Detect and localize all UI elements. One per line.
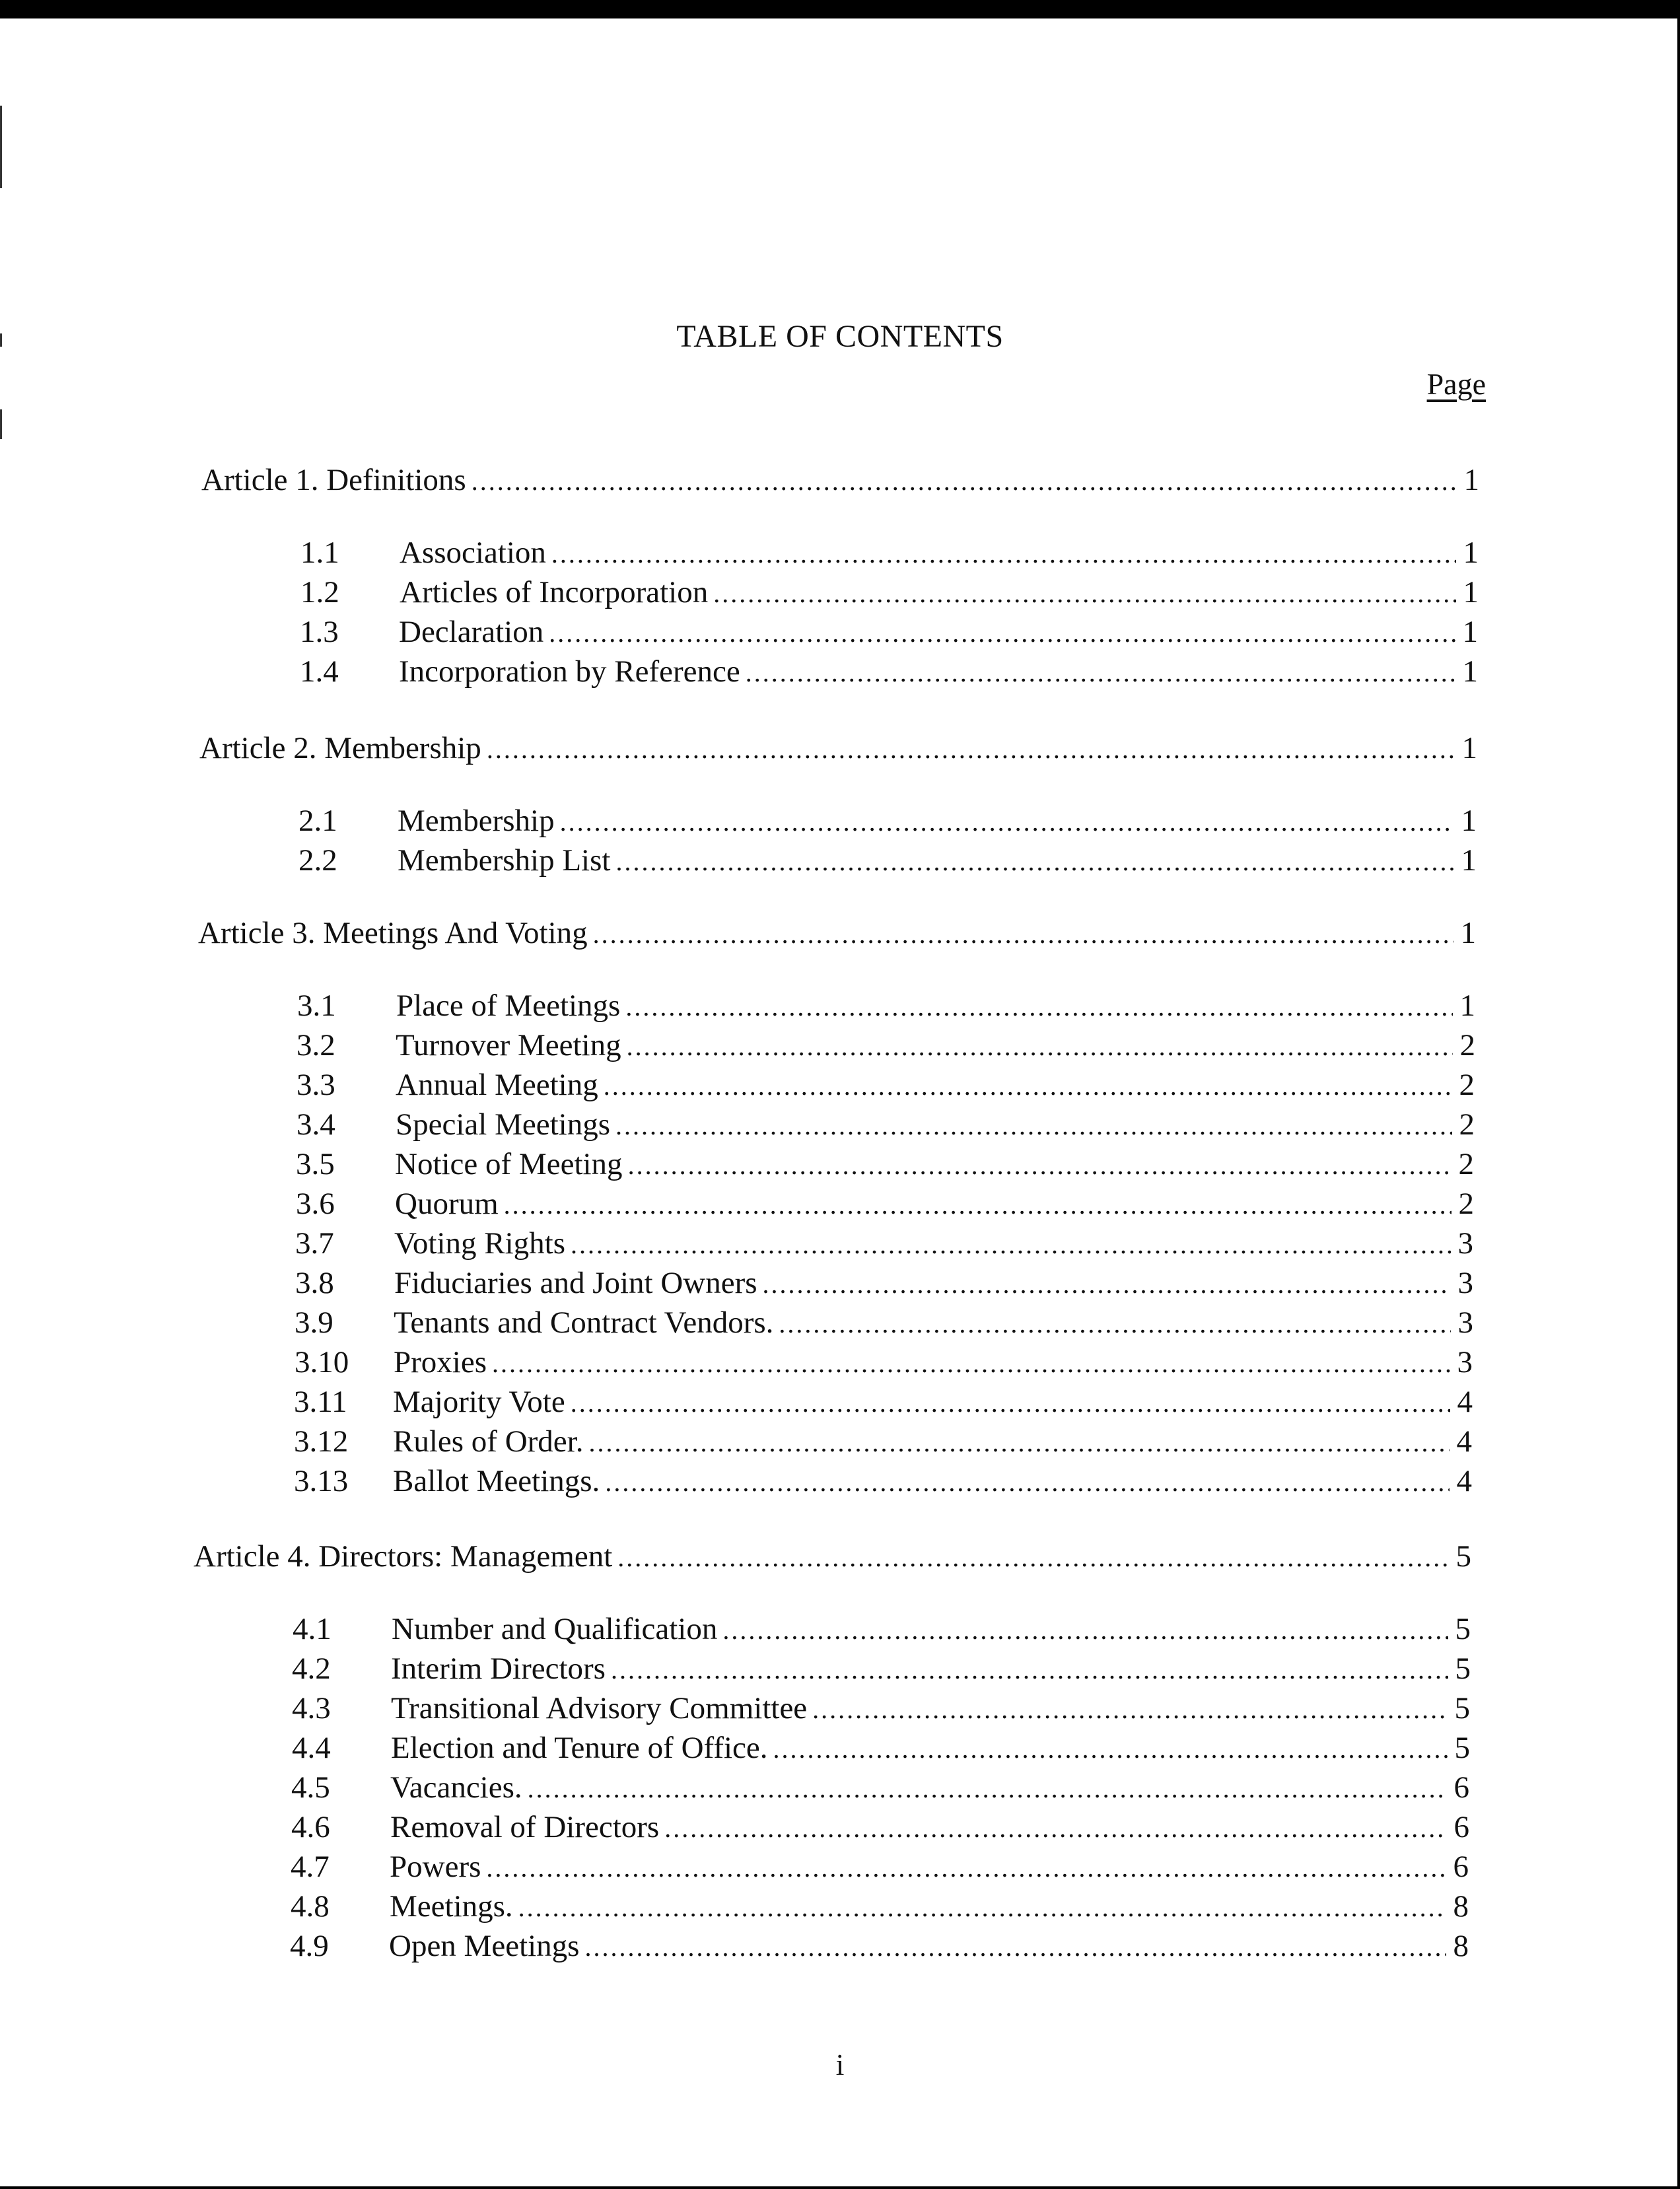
toc-dot-leader (611, 1654, 1448, 1685)
toc-entry-title: Vacancies. (390, 1770, 522, 1805)
toc-page-number: 2 (1459, 1068, 1475, 1102)
toc-page-number: 1 (1463, 536, 1479, 570)
toc-entry-title: Open Meetings (389, 1929, 580, 1963)
toc-page-number: 2 (1458, 1187, 1474, 1221)
toc-entry-title: Declaration (399, 615, 544, 649)
toc-section-number: 3.10 (295, 1345, 349, 1379)
toc-section-entry (296, 1146, 1474, 1186)
toc-section-entry (297, 1107, 1475, 1146)
toc-entry-title: Annual Meeting (396, 1068, 598, 1102)
toc-page-number: 6 (1453, 1850, 1469, 1884)
toc-section-number: 4.3 (292, 1691, 331, 1725)
toc-dot-leader (593, 919, 1453, 950)
toc-dot-leader (615, 846, 1454, 877)
toc-section-entry (300, 535, 1479, 574)
toc-section-entry (294, 1424, 1472, 1463)
toc-section-number: 3.12 (294, 1424, 349, 1459)
toc-entry-title: Proxies (394, 1345, 487, 1379)
toc-dot-leader (625, 991, 1453, 1022)
toc-section-number: 1.2 (300, 575, 339, 609)
toc-entry-title: Association (400, 536, 546, 570)
toc-entry-title: Voting Rights (394, 1226, 566, 1261)
toc-entry-title: Interim Directors (391, 1651, 606, 1686)
toc-page-number: 2 (1459, 1028, 1475, 1062)
toc-section-entry (291, 1849, 1469, 1889)
toc-entry-title: Removal of Directors (390, 1810, 660, 1844)
toc-page-number: 5 (1455, 1539, 1471, 1574)
toc-page-number: 1 (1459, 989, 1475, 1023)
toc-section-number: 3.2 (297, 1028, 335, 1062)
toc-dot-leader (627, 1031, 1453, 1062)
toc-page-number: 1 (1461, 804, 1477, 838)
toc-dot-leader (528, 1773, 1447, 1804)
toc-section-number: 1.1 (300, 536, 339, 570)
toc-dot-leader (617, 1542, 1449, 1573)
toc-page-number: 5 (1454, 1731, 1470, 1765)
toc-entry-title: Rules of Order. (393, 1424, 584, 1459)
toc-dot-leader (722, 1615, 1448, 1646)
toc-entry-title: Membership (398, 804, 555, 838)
toc-page-number: 5 (1455, 1612, 1471, 1646)
toc-article-entry (198, 915, 1476, 955)
toc-entry-title: Article 3. Meetings And Voting (198, 916, 588, 950)
toc-section-number: 2.2 (298, 843, 337, 878)
toc-section-entry (300, 574, 1479, 614)
toc-page-number: 8 (1453, 1889, 1469, 1924)
page-number-footer: i (835, 2048, 845, 2081)
toc-entry-title: Quorum (395, 1187, 499, 1221)
toc-section-entry (292, 1730, 1470, 1770)
toc-entry-title: Notice of Meeting (395, 1147, 623, 1181)
toc-dot-leader (504, 1189, 1452, 1220)
toc-article-entry (193, 1539, 1471, 1578)
toc-dot-leader (713, 578, 1456, 609)
document-title: TABLE OF CONTENTS (676, 319, 1004, 354)
toc-section-number: 3.11 (294, 1385, 347, 1419)
toc-section-number: 4.6 (291, 1810, 330, 1844)
toc-dot-leader (492, 1348, 1450, 1379)
toc-page-number: 3 (1457, 1345, 1473, 1379)
toc-section-entry (296, 1186, 1474, 1226)
toc-section-entry (298, 843, 1477, 882)
toc-entry-title: Special Meetings (396, 1107, 611, 1142)
toc-entry-title: Number and Qualification (392, 1612, 718, 1646)
toc-dot-leader (486, 1852, 1446, 1883)
toc-section-number: 4.5 (291, 1770, 330, 1805)
toc-section-number: 4.7 (291, 1850, 330, 1884)
toc-page-number: 4 (1457, 1385, 1473, 1419)
toc-section-entry (291, 1889, 1469, 1928)
toc-section-number: 3.9 (295, 1305, 333, 1340)
toc-entry-title: Fiduciaries and Joint Owners (394, 1266, 757, 1300)
toc-page-number: 4 (1456, 1464, 1472, 1498)
toc-entry-title: Article 1. Definitions (201, 463, 466, 497)
toc-dot-leader (615, 1110, 1452, 1141)
toc-section-number: 3.13 (294, 1464, 349, 1498)
toc-page-number: 2 (1459, 1107, 1475, 1142)
toc-dot-leader (628, 1150, 1452, 1181)
toc-section-entry (291, 1770, 1469, 1809)
toc-dot-leader (549, 617, 1455, 648)
toc-section-number: 1.4 (300, 654, 339, 689)
scan-bottom-border (0, 2186, 1680, 2189)
toc-section-entry (291, 1809, 1469, 1849)
toc-dot-leader (551, 538, 1456, 569)
toc-page-number: 1 (1461, 731, 1477, 765)
toc-section-entry (300, 614, 1478, 654)
scan-top-border (0, 0, 1680, 18)
toc-entry-title: Articles of Incorporation (400, 575, 709, 609)
toc-entry-title: Article 2. Membership (199, 731, 481, 765)
toc-entry-title: Meetings. (390, 1889, 513, 1924)
toc-page-number: 5 (1455, 1651, 1471, 1686)
toc-dot-leader (812, 1694, 1448, 1725)
toc-page-number: 1 (1463, 575, 1479, 609)
toc-dot-leader (518, 1892, 1446, 1923)
toc-section-entry (297, 988, 1475, 1027)
toc-section-entry (300, 654, 1478, 693)
page-column-header: Page (1426, 367, 1486, 401)
toc-section-entry (294, 1384, 1473, 1424)
toc-section-entry (290, 1928, 1469, 1968)
toc-entry-title: Place of Meetings (396, 989, 621, 1023)
toc-page-number: 8 (1453, 1929, 1469, 1963)
toc-entry-title: Turnover Meeting (396, 1028, 621, 1062)
toc-section-number: 4.4 (292, 1731, 331, 1765)
toc-section-number: 2.1 (298, 804, 337, 838)
toc-section-number: 4.1 (293, 1612, 332, 1646)
toc-dot-leader (763, 1268, 1451, 1300)
toc-page-number: 1 (1463, 463, 1479, 497)
toc-section-number: 3.1 (297, 989, 336, 1023)
toc-entry-title: Tenants and Contract Vendors. (394, 1305, 774, 1340)
toc-entry-title: Incorporation by Reference (399, 654, 740, 689)
toc-entry-title: Article 4. Directors: Management (193, 1539, 613, 1574)
toc-dot-leader (560, 806, 1454, 837)
toc-dot-leader (604, 1070, 1452, 1101)
toc-section-number: 3.5 (296, 1147, 335, 1181)
toc-entry-title: Transitional Advisory Committee (391, 1691, 808, 1725)
toc-entry-title: Ballot Meetings. (393, 1464, 600, 1498)
scan-left-mark (0, 409, 2, 439)
toc-section-entry (298, 803, 1477, 843)
toc-page-number: 5 (1454, 1691, 1470, 1725)
toc-section-number: 3.4 (297, 1107, 335, 1142)
toc-dot-leader (773, 1733, 1448, 1764)
toc-dot-leader (605, 1467, 1450, 1498)
toc-section-number: 3.7 (295, 1226, 334, 1261)
toc-dot-leader (746, 657, 1455, 688)
toc-section-entry (295, 1226, 1473, 1265)
toc-section-entry (292, 1690, 1470, 1730)
toc-section-number: 3.3 (297, 1068, 335, 1102)
toc-section-entry (297, 1027, 1475, 1067)
toc-page-number: 1 (1460, 916, 1476, 950)
toc-section-entry (293, 1611, 1471, 1651)
toc-entry-title: Powers (390, 1850, 481, 1884)
toc-page-number: 6 (1453, 1810, 1469, 1844)
toc-dot-leader (779, 1308, 1451, 1339)
toc-section-number: 4.2 (292, 1651, 331, 1686)
toc-section-number: 3.6 (296, 1187, 335, 1221)
toc-section-number: 4.8 (291, 1889, 330, 1924)
toc-page-number: 1 (1462, 654, 1478, 689)
toc-section-entry (297, 1067, 1475, 1107)
toc-entry-title: Membership List (398, 843, 611, 878)
toc-page-number: 3 (1457, 1305, 1473, 1340)
toc-dot-leader (571, 1229, 1451, 1260)
toc-section-entry (294, 1463, 1472, 1503)
toc-section-number: 4.9 (290, 1929, 329, 1963)
toc-dot-leader (472, 466, 1457, 497)
toc-page-number: 2 (1458, 1147, 1474, 1181)
toc-section-entry (295, 1265, 1473, 1305)
toc-page-number: 1 (1462, 615, 1478, 649)
toc-dot-leader (588, 1427, 1450, 1458)
toc-dot-leader (571, 1387, 1450, 1418)
toc-page-number: 3 (1457, 1266, 1473, 1300)
toc-entry-title: Majority Vote (393, 1385, 565, 1419)
toc-dot-leader (487, 734, 1455, 765)
toc-article-entry (201, 462, 1479, 502)
toc-page-number: 4 (1456, 1424, 1472, 1459)
toc-section-entry (295, 1344, 1473, 1384)
toc-section-entry (295, 1305, 1473, 1344)
scan-left-mark (0, 106, 2, 188)
toc-section-number: 3.8 (295, 1266, 334, 1300)
toc-page-number: 1 (1461, 843, 1477, 878)
toc-entry-title: Election and Tenure of Office. (391, 1731, 768, 1765)
toc-section-number: 1.3 (300, 615, 339, 649)
toc-dot-leader (664, 1813, 1447, 1844)
toc-page-number: 6 (1453, 1770, 1469, 1805)
toc-page-number: 3 (1457, 1226, 1473, 1261)
toc-dot-leader (584, 1931, 1446, 1963)
toc-section-entry (292, 1651, 1471, 1690)
toc-article-entry (199, 730, 1477, 770)
